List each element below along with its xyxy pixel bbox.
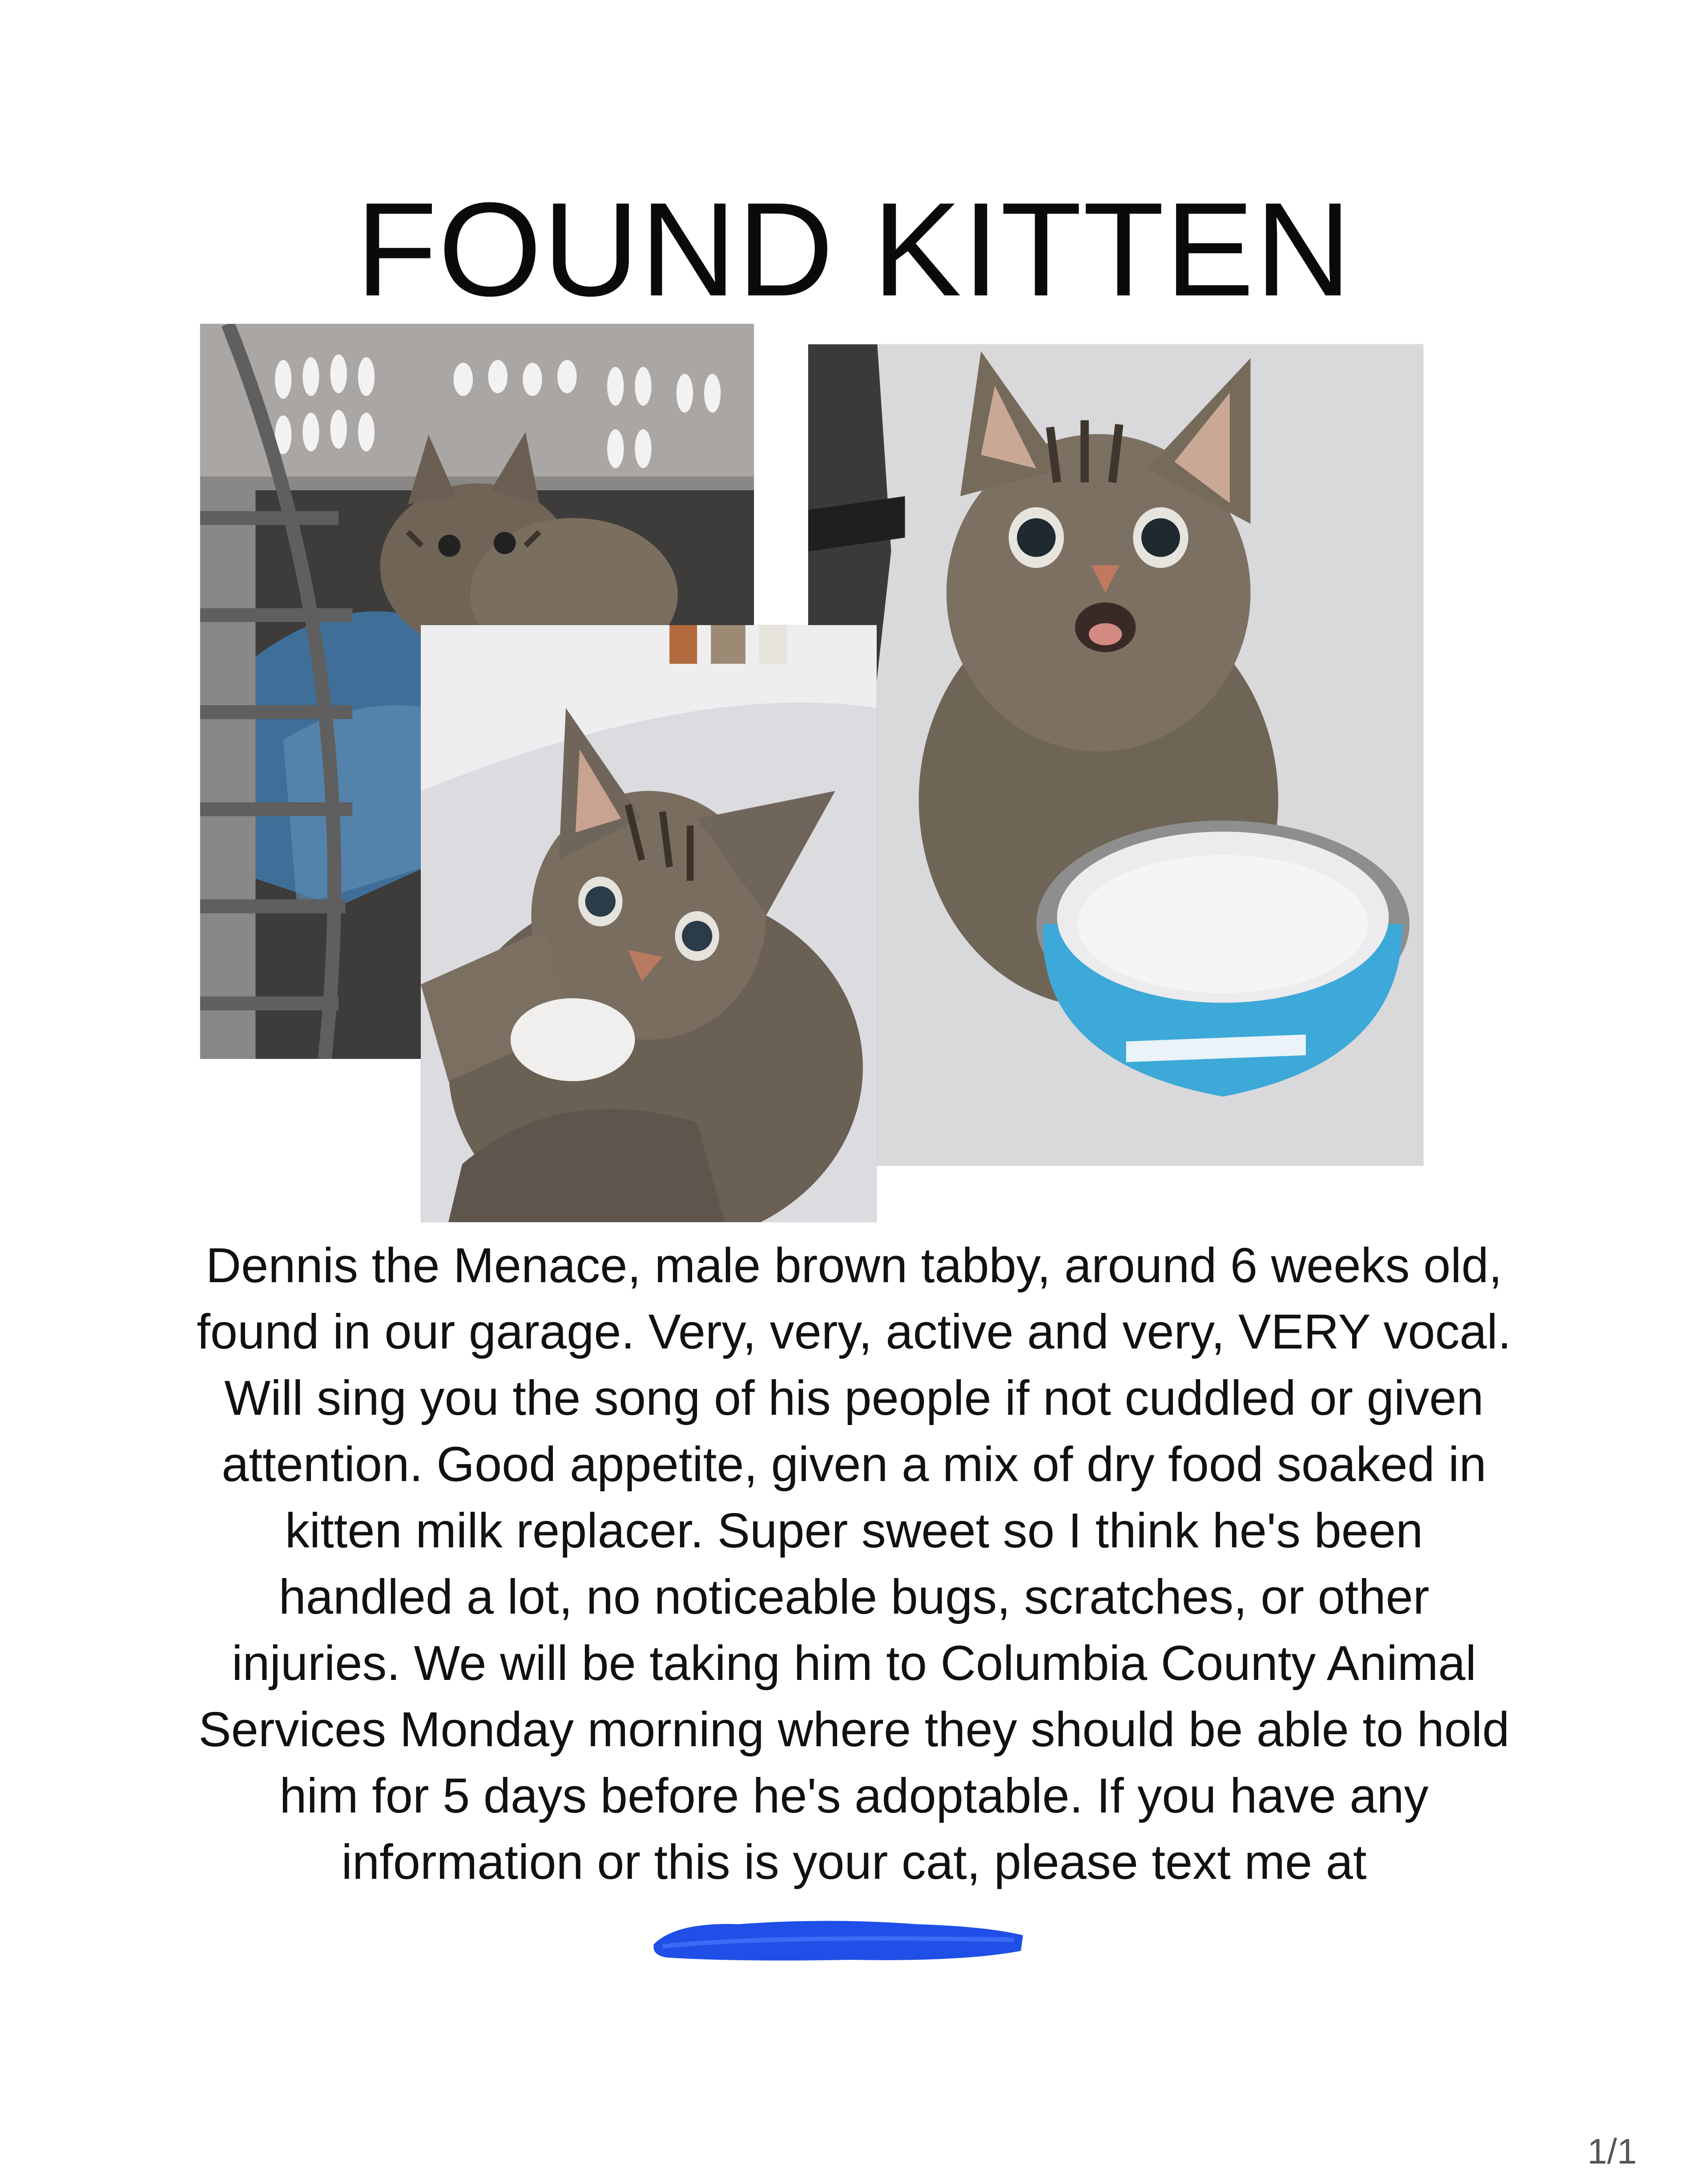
kitten-with-milk-bowl-photo <box>808 344 1423 1166</box>
page-number: 1/1 <box>1587 2132 1637 2171</box>
redaction-scribble <box>649 1909 1027 1966</box>
kitten-description: Dennis the Menace, male brown tabby, around 6 weeks old, found in our garage. Very, very, active and very, VERY vocal. Will sing you the song of his people if not cuddled or given attention. Good appetite, given a mix of dry food soaked in kitten milk replacer. Super sweet so I think he's been handled a lot, no noticeable bugs, scratches, or other injuries. We will be taking him to Columbia County Animal Services Monday morning where they should be able to hold him for 5 days before he's adoptable. If you have any information or this is your cat, please text me at <box>197 1238 1511 1889</box>
flyer-title: FOUND KITTEN <box>355 174 1353 324</box>
kitten-reaching-photo <box>421 625 877 1222</box>
